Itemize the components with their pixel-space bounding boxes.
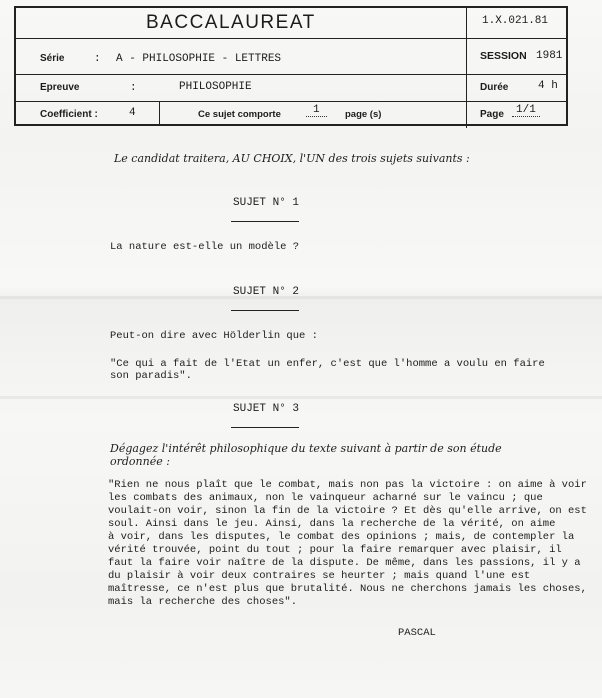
sujet3-instruction-line: Dégagez l'intérêt philosophique du texte suivant à partir de son étude [110, 442, 502, 455]
session-label: SESSION [480, 50, 527, 62]
sujet2-question: Peut-on dire avec Hölderlin que : [110, 330, 318, 342]
sujet3-text-line: maîtresse, ce n'est plus que brutalité. Nous ne cherchons jamais les choses, [108, 583, 587, 595]
epreuve-colon: : [130, 82, 137, 94]
sujet3-text-line: voulait-on voir, sinon la fin de la victoire ? Et dès qu'elle arrive, on est [108, 505, 587, 517]
exam-code: 1.X.021.81 [482, 15, 549, 27]
serie-colon: : [94, 53, 101, 65]
sujet2-quote-line: son paradis". [110, 370, 192, 382]
session-value: 1981 [536, 50, 563, 62]
comporte-label: Ce sujet comporte [198, 109, 281, 120]
sujet3-instruction-line: ordonnée : [110, 455, 170, 468]
sujet1-heading: SUJET N° 1 [233, 197, 300, 209]
sujet2-quote-line: "Ce qui a fait de l'Etat un enfer, c'est que l'homme a voulu en faire [110, 358, 545, 370]
duree-label: Durée [480, 82, 509, 93]
header-table [14, 6, 568, 126]
sujet3-text-line: à voir, dans les disputes, le combat des opinions ; mais, de contempler la [108, 531, 575, 543]
intro-instruction: Le candidat traitera, AU CHOIX, l'UN des trois sujets suivants : [114, 152, 470, 165]
sujet3-text-line: mais la recherche des choses". [108, 596, 298, 608]
epreuve-value: PHILOSOPHIE [179, 81, 252, 93]
sujet2-heading: SUJET N° 2 [233, 286, 300, 298]
sujet3-underline [231, 427, 299, 428]
sujet3-text-line: les combats des animaux, non le vainqueur acharné sur le vaincu ; que [108, 492, 543, 504]
sujet3-text-line: vérité trouvée, point du tout ; pour la faire remarquer avec plaisir, il [108, 544, 562, 556]
sujet3-text-line: soul. Ainsi dans le jeu. Ainsi, dans la recherche de la vérité, on aime [108, 518, 556, 530]
page-label: Page [480, 109, 504, 120]
coef-label: Coefficient : [40, 109, 98, 120]
epreuve-label: Epreuve [40, 82, 80, 93]
sujet3-text-line: faut la faire voir naître de la dispute. De même, dans les passions, il y a [108, 557, 581, 569]
sujet2-underline [231, 310, 299, 311]
sujet3-text-line: du plaisir à voir deux contraires se heurter ; mais quand l'une est [108, 570, 531, 582]
coef-value: 4 [129, 107, 136, 119]
sujet3-author: PASCAL [398, 627, 436, 639]
paper-fold [0, 396, 602, 399]
exam-title: BACCALAUREAT [146, 12, 316, 33]
sujet1-question: La nature est-elle un modèle ? [110, 241, 300, 253]
sujet3-text-line: "Rien ne nous plaît que le combat, mais non pas la victoire : on aime à voir [108, 479, 587, 491]
sujet3-heading: SUJET N° 3 [233, 403, 300, 415]
paper-fold [0, 296, 602, 299]
serie-value: A - PHILOSOPHIE - LETTRES [116, 53, 282, 65]
sujet1-underline [231, 221, 299, 222]
serie-label: Série [40, 53, 65, 64]
page-value: 1/1 [512, 104, 540, 117]
comporte-value: 1 [306, 104, 327, 117]
duree-value: 4 h [538, 80, 558, 92]
comporte-unit: page (s) [345, 109, 382, 120]
